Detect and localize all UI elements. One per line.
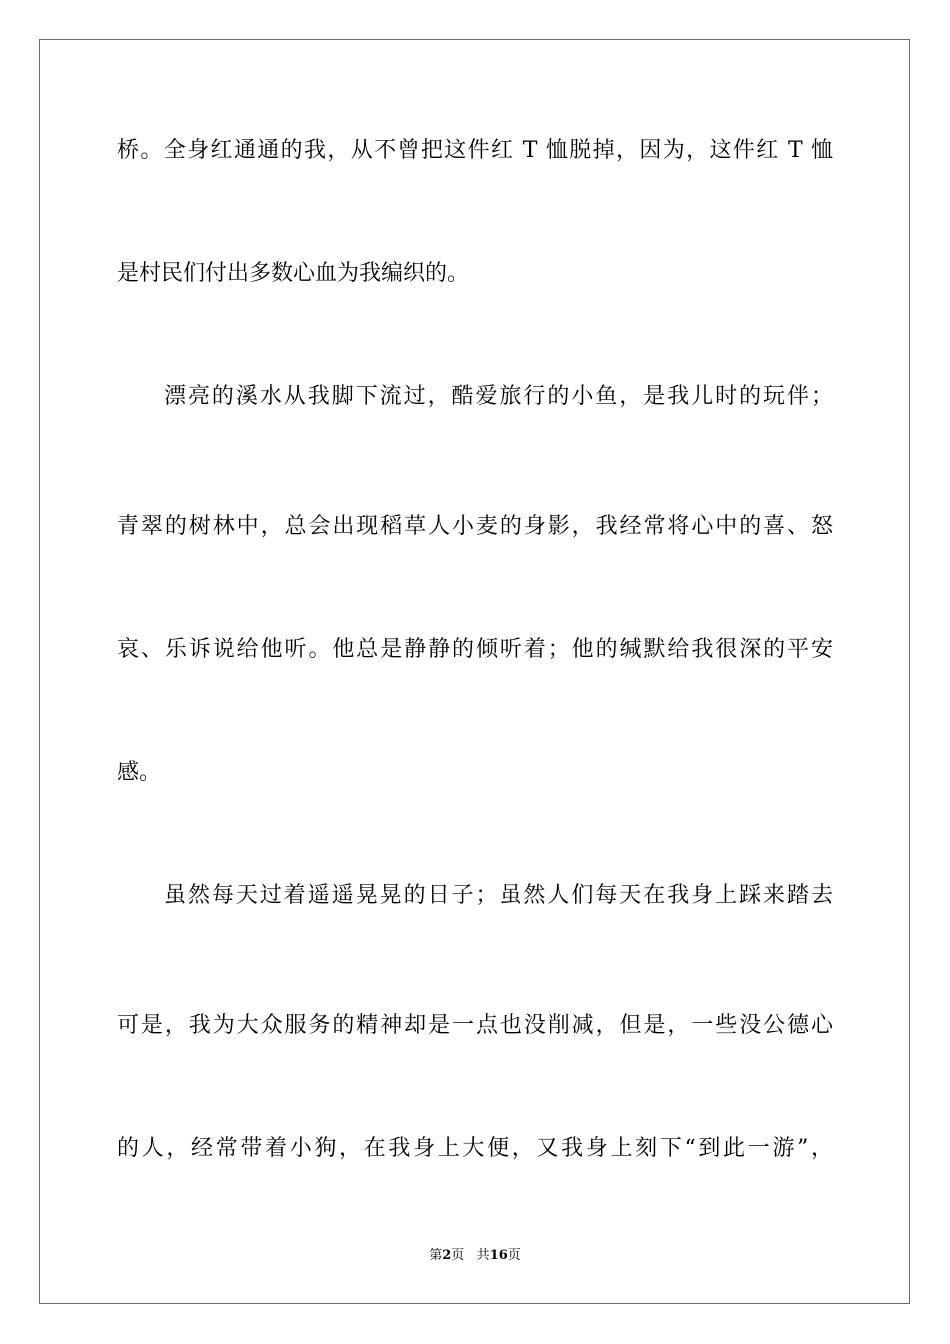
page-footer bbox=[0, 1247, 950, 1265]
body-line-4: 青翠的树林中，总会出现稻草人小麦的身影，我经常将心中的喜、怒 bbox=[117, 514, 833, 539]
body-line-9: 的人，经常带着小狗，在我身上大便，又我身上刻下“到此一游”， bbox=[117, 1136, 833, 1161]
body-line-8: 可是，我为大众服务的精神却是一点也没削减，但是，一些没公德心 bbox=[117, 1013, 833, 1038]
footer-page-prefix: 第 bbox=[429, 1248, 443, 1263]
footer-page-total: 16 bbox=[489, 1248, 508, 1263]
body-line-3: 漂亮的溪水从我脚下流过，酷爱旅行的小鱼，是我儿时的玩伴； bbox=[164, 384, 833, 409]
body-line-7: 虽然每天过着遥遥晃晃的日子；虽然人们每天在我身上踩来踏去 bbox=[164, 883, 833, 908]
footer-total-suffix: 页 bbox=[507, 1248, 521, 1263]
body-line-5: 哀、乐诉说给他听。他总是静静的倾听着；他的缄默给我很深的平安 bbox=[117, 637, 833, 662]
body-line-6: 感。 bbox=[117, 760, 162, 785]
body-line-1: 桥。全身红通通的我，从不曾把这件红 T 恤脱掉，因为，这件红 T 恤 bbox=[117, 138, 833, 163]
body-line-2: 是村民们付出多数心血为我编织的。 bbox=[117, 261, 470, 286]
page-frame bbox=[39, 39, 910, 1304]
footer-total-prefix: 共 bbox=[476, 1248, 490, 1263]
footer-page-suffix: 页 bbox=[451, 1248, 465, 1263]
footer-page-current: 2 bbox=[442, 1248, 452, 1263]
